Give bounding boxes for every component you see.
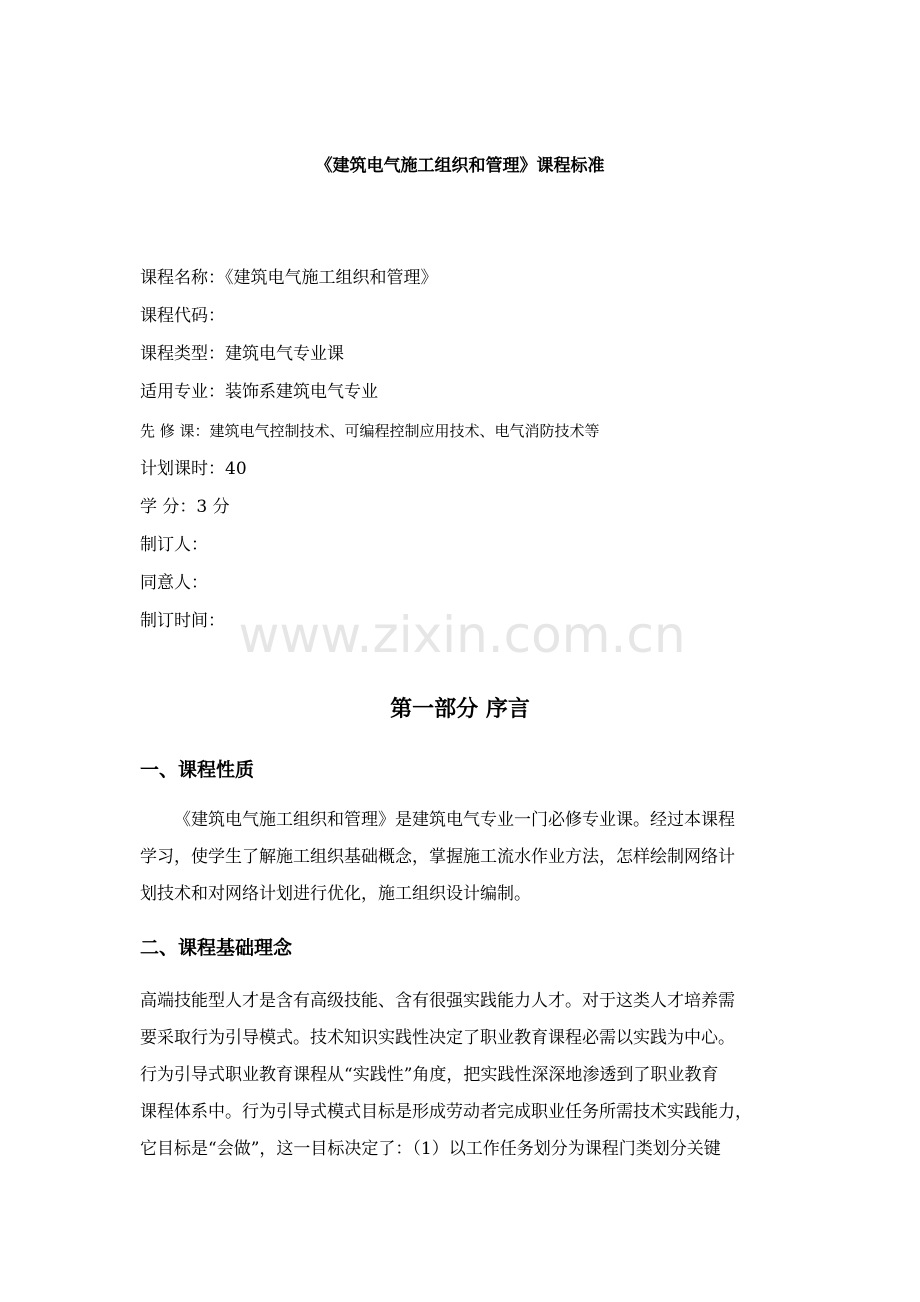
meta-course-type: 课程类型：建筑电气专业课 [140, 344, 344, 364]
section-paragraph-philosophy [140, 983, 784, 1168]
meta-approver: 同意人： [140, 573, 208, 593]
paragraph-line: 它目标是“会做”，这一目标决定了：（1）以工作任务划分为课程门类划分关键 [140, 1139, 721, 1159]
meta-planned-hours: 计划课时：40 [140, 459, 247, 479]
paragraph-line: 学习，使学生了解施工组织基础概念，掌握施工流水作业方法，怎样绘制网络计 [140, 847, 735, 867]
section-heading-philosophy: 二、课程基础理念 [140, 937, 293, 959]
paragraph-line: 要采取行为引导模式。技术知识实践性决定了职业教育课程必需以实践为中心。 [140, 1028, 735, 1048]
part-heading: 第一部分 序言 [390, 697, 530, 722]
meta-course-name: 课程名称：《建筑电气施工组织和管理》 [140, 268, 438, 288]
section-heading-nature: 一、课程性质 [140, 759, 255, 781]
section-paragraph-nature [140, 802, 784, 913]
meta-applicable-major: 适用专业：装饰系建筑电气专业 [140, 382, 378, 402]
meta-date: 制订时间： [140, 611, 225, 631]
paragraph-line: 划技术和对网络计划进行优化，施工组织设计编制。 [140, 884, 531, 904]
paragraph-line: 《建筑电气施工组织和管理》是建筑电气专业一门必修专业课。经过本课程 [174, 810, 735, 830]
paragraph-line: 行为引导式职业教育课程从“实践性”角度，把实践性深深地渗透到了职业教育 [140, 1065, 719, 1085]
document-title: 《建筑电气施工组织和管理》课程标准 [315, 156, 605, 176]
paragraph-line: 高端技能型人才是含有高级技能、含有很强实践能力人才。对于这类人才培养需 [140, 991, 735, 1011]
meta-course-code: 课程代码： [140, 306, 225, 326]
meta-prerequisites: 先 修 课：建筑电气控制技术、可编程控制应用技术、电气消防技术等 [140, 422, 600, 440]
meta-credits: 学 分：3 分 [140, 497, 230, 517]
watermark: www.zixin.com.cn [238, 606, 686, 664]
meta-author: 制订人： [140, 535, 208, 555]
paragraph-line: 课程体系中。行为引导式模式目标是形成劳动者完成职业任务所需技术实践能力， [140, 1102, 752, 1122]
